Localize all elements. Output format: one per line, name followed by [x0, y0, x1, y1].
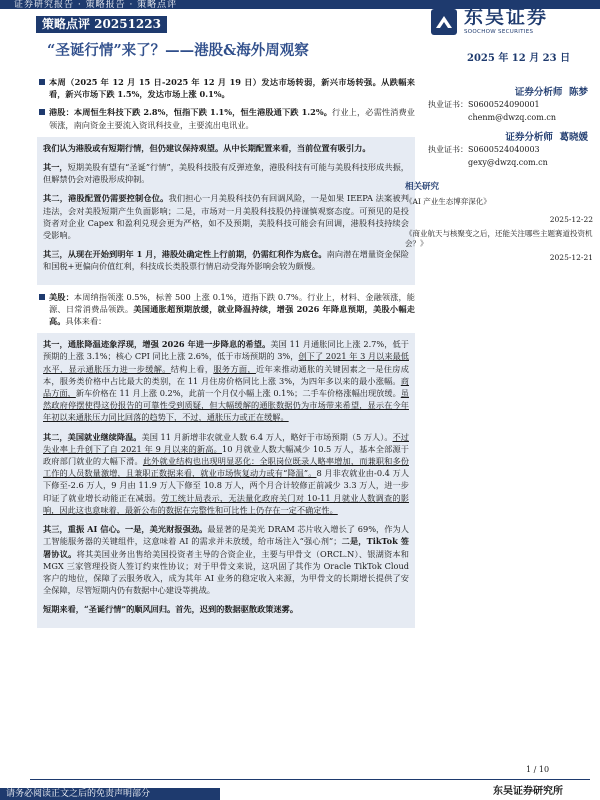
report-title: “圣诞行情”来了？——港股&海外周观察: [47, 42, 309, 59]
company-logo: [430, 6, 588, 40]
summary-bullet-market: 本周（2025 年 12 月 15 日-2025 年 12 月 19 日）发达市场转弱，新兴市场转强。从跌幅来看，新兴市场下跌 1.5%，发达市场上涨 0.1%。: [37, 76, 415, 100]
analyst-2-title: 证券分析师 葛晓媛: [505, 132, 588, 143]
us-point-ai: 其三，重振 AI 信心。一是，美光财报强劲。最显著的是美光 DRAM 芯片收入增长了 69%，作为人工智能服务器的关键组件，这意味着 AI 的需求并未放缓，给市场注入“强心剂”；二是，TikTok 签署协议。将其美国业务出售给美国投资者主导的合资企业，主要与甲骨文（ORCL.N）、银湖资本和 MGX 三家管理投资人签订约束性协议；对于甲骨文来说，这巩固了其作为 Oracle TikTok Cloud 客户的地位，保障了云服务收入，成为其年 AI 业务的稳定收入来源，为甲骨文的长期增长提供了安全保障，尽管短期内仍有数据中心建设等挑战。: [43, 524, 409, 596]
summary-bullet-hk: 港股：本周恒生科技下跌 2.8%，恒指下跌 1.1%，恒生港股通下跌 1.2%。行业上，必需性消费业领涨，南向资金主要流入资讯科技业，主要流出电讯业。: [37, 106, 415, 130]
report-category-strip: 证券研究报告 · 策略报告 · 策略点评: [14, 0, 178, 10]
logo-english: SOOCHOW SECURITIES: [464, 29, 534, 35]
us-point-inflation: 其一，通胀降温迹象浮现，增强 2026 年进一步降息的希望。美国 11 月通胀同比上涨 2.7%，低于预期的上涨 3.1%；核心 CPI 同比上涨 2.6%，低于市场预期的 3%，创下了 2021 年 3 月以来最低水平，显示通胀压力进一步缓解。结构上看，服务方面，近年来推动通胀的关键因素之一是住房成本，服务类价格中占比最大的类别，在 11 月住房价格同比上涨 3%，为四年多以来的最小涨幅。商品方面，新车价格在 11 月上涨 0.2%，此前一个月仅小幅上涨 0.1%；二手车价格涨幅出现放缓。虽然政府停摆使得这份报告的可靠性受到质疑，但大幅缓解的通胀数据仍为市场带来希望，显示在今年年初以来通胀压力同比回落的趋势下，不过，通胀压力或正在缓解。: [43, 339, 409, 423]
hk-view-summary: 我们认为港股或有短期行情，但仍建议保持观望。从中长期配置来看，当前位置有吸引力。: [43, 142, 371, 153]
analyst-1-email[interactable]: chenm@dwzq.com.cn: [468, 113, 557, 122]
related-item-2-date: 2025-12-21: [549, 253, 593, 262]
logo-name: 东吴证券: [464, 6, 549, 28]
hk-point-3: 其三，从现在开始到明年 1 月，港股处确定性上行前期，仍需红利作为底仓。南向潜在增量资金保险和国税+更偏向价值红利，科技成长类股票行情启动受海外影响会较为颇慢。: [43, 249, 409, 272]
report-tag: 策略点评 20251223: [36, 16, 167, 33]
footer-company: 东吴证券研究所: [493, 786, 563, 797]
analyst-2-cert: 执业证书：S0600524040003: [428, 145, 540, 154]
related-heading: 相关研究: [405, 182, 440, 192]
us-point-short-term: 短期来看，“圣诞行情”的顺风回归。首先，迟到的数据驱散政策迷雾。: [43, 604, 299, 615]
page-number: 1 / 10: [526, 765, 550, 774]
main-body: [37, 76, 415, 628]
related-item-1-title[interactable]: 《AI 产业生态博弈深化》: [405, 197, 491, 206]
summary-bullet-us: 美股：本周纳指领涨 0.5%，标普 500 上涨 0.1%，道指下跌 0.7%。行业上，材料、金融领涨，能源、日常消费品领跌。美国通胀超预期放缓，就业降温持续，增强 2026 年降息预期，美股小幅走高。具体来看：: [37, 291, 415, 328]
us-view-box: [37, 333, 415, 627]
analyst-1-cert: 执业证书：S0600524090001: [428, 100, 540, 109]
footer-divider: [30, 779, 590, 780]
related-research: [405, 180, 593, 263]
hk-point-2: 其二，港股配置仍需要控制仓位。我们担心一月美股科技仍有回调风险，一是如果 IEEPA 法案被判违法，会对美股短期产生负面影响；二是，市场对一月美股科技股仍持谨慎观察态度。可预见的是投资者对企业 Capex 和盈利兑现会更为严格，如不及预期，美股科技可能会有回调，港股科技持续会受影响。: [43, 193, 409, 241]
logo-mark-icon: [430, 8, 458, 36]
us-point-jobs: 其二，美国就业继续降温。美国 11 月新增非农就业人数 6.4 万人，略好于市场预期（5 万人）。不过失业率上升创下了自 2021 年 9 月以来的新高。10 月就业人数大幅减少 10.5 万人，基本全部源于政府部门就业的大幅下滑。此外就业结构也出现明显恶化：全职岗位既录人略率增加，而兼职和多份工作的人员数量激增，且兼职正数据来看，就业市场恢复动力或有“降温”。8 月非农就业由-0.4 万人下修至-2.6 万人，9 月由 11.9 万人下修至 10.8 万人，两个月合计较修正前减少 3.3 万人，进一步印证了就业增长动能正在减弱。劳工统计局表示，无法量化政府关门对 10-11 月就业人数调查的影响，因此这也意味着，最新公布的数据在完整性和可比性上仍存在一定不确定性。: [43, 431, 410, 515]
analyst-1-title: 证券分析师 陈梦: [514, 87, 588, 98]
related-item-2-title[interactable]: 《商业航天与核聚变之后，还能关注哪些主题赛道投资机会？》: [405, 229, 593, 248]
related-item-1-date: 2025-12-22: [549, 215, 593, 224]
hk-view-box: [37, 137, 415, 285]
hk-point-1: 其一，短期美股有望有“圣诞”行情”，美股科技股有反弹迹象，港股科技有可能与美股科技形成共振，但解禁仍会对港股形成抑制。: [43, 162, 409, 185]
analyst-2-email[interactable]: gexy@dwzq.com.cn: [468, 158, 548, 167]
disclaimer-banner: 请务必阅读正文之后的免责声明部分: [0, 788, 220, 800]
report-date: 2025 年 12 月 23 日: [467, 53, 571, 64]
